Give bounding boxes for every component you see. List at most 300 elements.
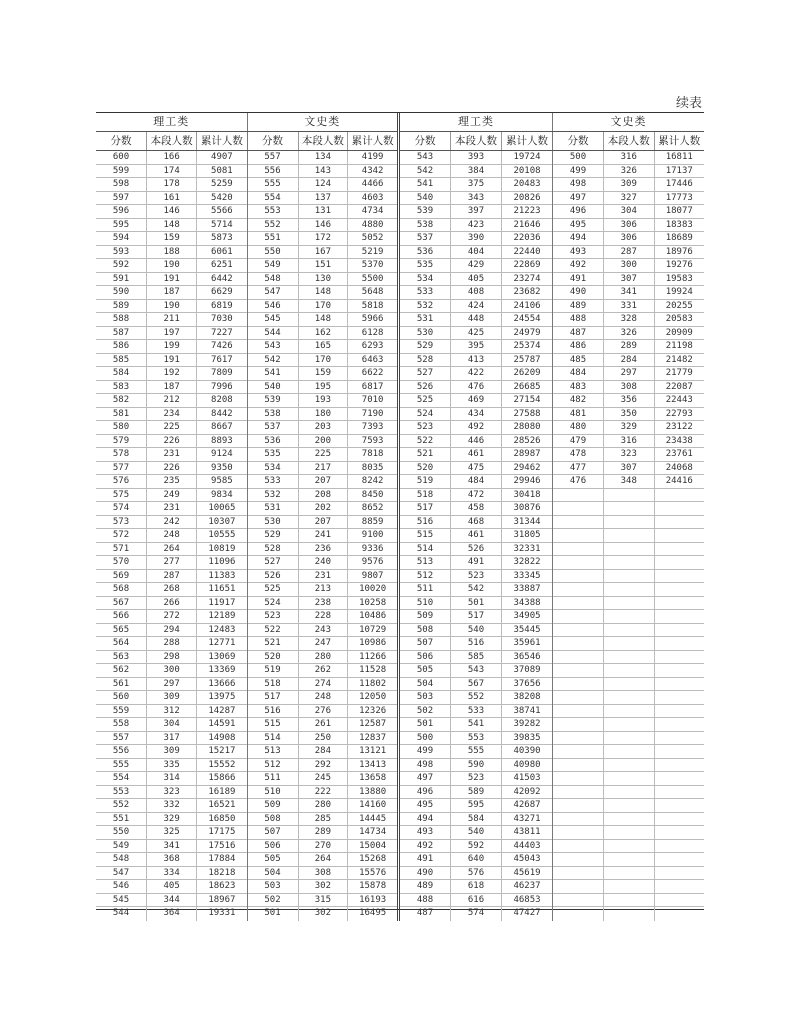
cell-band-count: 167	[298, 246, 348, 259]
cell-band-count: 148	[298, 286, 348, 299]
cell-band-count: 190	[146, 259, 196, 272]
table-row	[96, 354, 247, 368]
cell-score: 527	[416, 368, 434, 378]
cell-score: 515	[416, 530, 434, 540]
table-row	[96, 880, 247, 894]
cell-band-count: 543	[450, 664, 501, 677]
cell-score: 506	[416, 651, 434, 662]
cell-band-count: 405	[450, 273, 501, 286]
cell-cumulative: 47427	[501, 907, 552, 921]
cell-band-count: 590	[450, 759, 501, 772]
cell-score: 530	[416, 327, 434, 338]
cell-band-count: 306	[603, 232, 654, 245]
cell-cumulative	[654, 907, 705, 921]
table-row	[96, 165, 247, 179]
cell-band-count: 335	[146, 759, 196, 772]
cell-score: 531	[416, 314, 434, 324]
cell-band-count	[603, 637, 654, 650]
table-row	[400, 475, 552, 489]
table-row	[553, 489, 704, 503]
table-row	[96, 732, 247, 746]
cell-score: 545	[112, 894, 130, 905]
cell-score: 477	[569, 462, 587, 473]
table-row	[248, 259, 398, 273]
table-row	[553, 826, 704, 840]
table-row	[248, 637, 398, 651]
cell-cumulative: 30418	[501, 489, 552, 502]
cell-cumulative: 18383	[654, 219, 705, 232]
cell-cumulative: 18218	[196, 867, 246, 880]
cell-cumulative: 17446	[654, 178, 705, 191]
cell-cumulative	[654, 651, 705, 664]
cell-score: 519	[264, 665, 281, 675]
table-row	[96, 475, 247, 489]
cell-cumulative: 14445	[347, 813, 397, 826]
cell-cumulative: 25374	[501, 340, 552, 353]
table-row	[553, 475, 704, 489]
cell-band-count: 542	[450, 583, 501, 596]
cell-score: 518	[416, 489, 434, 500]
table-row	[553, 178, 704, 192]
cell-cumulative: 10258	[347, 597, 397, 610]
cell-score: 563	[112, 651, 130, 662]
cell-band-count: 344	[146, 894, 196, 907]
table-row	[553, 853, 704, 867]
cell-cumulative	[654, 826, 705, 839]
cell-cumulative: 12837	[347, 732, 397, 745]
table-row	[248, 610, 398, 624]
cell-band-count: 325	[146, 826, 196, 839]
cell-band-count: 308	[298, 867, 348, 880]
cell-cumulative: 12483	[196, 624, 246, 637]
table-row	[248, 340, 398, 354]
cell-band-count: 390	[450, 232, 501, 245]
cell-score: 554	[264, 192, 281, 203]
table-row	[553, 718, 704, 732]
table-row	[553, 867, 704, 881]
cell-score: 510	[416, 597, 434, 608]
cell-score: 494	[416, 813, 434, 824]
cell-score: 486	[569, 341, 587, 351]
cell-score: 529	[264, 530, 281, 540]
cell-cumulative: 16521	[196, 799, 246, 812]
cell-band-count: 248	[146, 529, 196, 542]
cell-score: 533	[416, 287, 434, 297]
cell-score	[553, 786, 603, 799]
cell-band-count: 516	[450, 637, 501, 650]
cell-cumulative: 18077	[654, 205, 705, 218]
cell-cumulative: 11651	[196, 583, 246, 596]
cell-band-count: 423	[450, 219, 501, 232]
cell-cumulative	[654, 772, 705, 785]
cell-score: 577	[112, 462, 130, 473]
table-row	[96, 435, 247, 449]
cell-cumulative: 7030	[196, 313, 246, 326]
cell-band-count: 323	[146, 786, 196, 799]
column-headers	[400, 132, 552, 150]
cell-score: 511	[264, 773, 281, 783]
table-row	[248, 732, 398, 746]
cell-cumulative: 24106	[501, 300, 552, 313]
cell-cumulative: 27588	[501, 408, 552, 421]
table-row	[400, 705, 552, 719]
cell-score: 499	[416, 746, 434, 756]
table-row	[553, 678, 704, 692]
cell-band-count	[603, 624, 654, 637]
table-row	[248, 597, 398, 611]
cell-band-count: 124	[298, 178, 348, 191]
table-row	[553, 462, 704, 476]
cell-cumulative: 13658	[347, 772, 397, 785]
column-header-score: 分数	[414, 135, 436, 147]
cell-band-count: 640	[450, 853, 501, 866]
cell-cumulative: 22440	[501, 246, 552, 259]
cell-cumulative: 39835	[501, 732, 552, 745]
table-row	[553, 813, 704, 827]
cell-cumulative: 12050	[347, 691, 397, 704]
cell-score	[553, 840, 603, 853]
table-row	[553, 340, 704, 354]
cell-cumulative	[654, 867, 705, 880]
cell-band-count: 188	[146, 246, 196, 259]
cell-band-count: 231	[298, 570, 348, 583]
table-row	[553, 367, 704, 381]
cell-score: 580	[112, 422, 130, 432]
cell-score: 575	[112, 489, 130, 500]
cell-score: 504	[264, 867, 281, 878]
cell-score: 598	[112, 179, 130, 189]
cell-cumulative: 21223	[501, 205, 552, 218]
cell-cumulative	[654, 624, 705, 637]
cell-cumulative: 7996	[196, 381, 246, 394]
cell-cumulative: 10307	[196, 516, 246, 529]
cell-cumulative: 6463	[347, 354, 397, 367]
table-row	[96, 894, 247, 908]
cell-band-count: 272	[146, 610, 196, 623]
cell-score	[553, 907, 603, 921]
cell-cumulative: 23438	[654, 435, 705, 448]
table-row	[553, 502, 704, 516]
cell-score: 511	[416, 584, 434, 594]
cell-band-count	[603, 718, 654, 731]
cell-band-count: 162	[298, 327, 348, 340]
cell-band-count	[603, 516, 654, 529]
cell-cumulative: 4880	[347, 219, 397, 232]
cell-cumulative	[654, 556, 705, 569]
cell-cumulative: 40390	[501, 745, 552, 758]
cell-cumulative: 28080	[501, 421, 552, 434]
cell-cumulative	[654, 691, 705, 704]
cell-band-count: 200	[298, 435, 348, 448]
table-row	[96, 826, 247, 840]
cell-band-count: 574	[450, 907, 501, 921]
cell-cumulative: 19276	[654, 259, 705, 272]
table-left-half	[96, 113, 400, 921]
cell-cumulative: 32822	[501, 556, 552, 569]
cell-score	[553, 705, 603, 718]
cell-band-count: 228	[298, 610, 348, 623]
cell-band-count	[603, 732, 654, 745]
table-row	[400, 394, 552, 408]
cell-band-count: 446	[450, 435, 501, 448]
cell-score: 493	[416, 827, 434, 837]
cell-band-count: 458	[450, 502, 501, 515]
table-row	[400, 678, 552, 692]
cell-cumulative: 11528	[347, 664, 397, 677]
table-row	[553, 759, 704, 773]
cell-band-count	[603, 570, 654, 583]
table-row	[248, 219, 398, 233]
table-row	[248, 178, 398, 192]
cell-band-count: 288	[146, 637, 196, 650]
cell-band-count: 589	[450, 786, 501, 799]
continued-label: 续表	[675, 96, 702, 111]
cell-score	[553, 772, 603, 785]
cell-band-count: 326	[603, 327, 654, 340]
cell-cumulative: 4907	[196, 151, 246, 164]
column-header-band-count: 本段人数	[146, 132, 196, 150]
cell-score: 492	[416, 840, 434, 851]
cell-score: 555	[264, 179, 281, 189]
cell-band-count	[603, 813, 654, 826]
cell-score: 536	[416, 246, 434, 257]
table-row	[248, 691, 398, 705]
cell-cumulative: 7593	[347, 435, 397, 448]
cell-band-count: 292	[298, 759, 348, 772]
cell-score: 595	[112, 219, 130, 230]
cell-score: 570	[112, 557, 130, 567]
table-row	[400, 435, 552, 449]
cell-score: 578	[112, 449, 130, 459]
table-row	[96, 745, 247, 759]
cell-score: 509	[264, 800, 281, 810]
cell-score: 536	[264, 435, 281, 446]
table-row	[400, 232, 552, 246]
cell-cumulative: 14734	[347, 826, 397, 839]
cell-score: 519	[416, 476, 434, 486]
cell-band-count: 576	[450, 867, 501, 880]
cell-cumulative	[654, 786, 705, 799]
table-row	[553, 273, 704, 287]
cell-score: 516	[416, 516, 434, 527]
table-row	[248, 556, 398, 570]
table-row	[553, 313, 704, 327]
cell-score: 552	[264, 219, 281, 230]
table-row	[248, 894, 398, 908]
table-row	[96, 597, 247, 611]
cell-band-count: 306	[603, 219, 654, 232]
cell-cumulative: 11917	[196, 597, 246, 610]
table-row	[400, 583, 552, 597]
right-science-rows	[400, 151, 552, 921]
cell-cumulative: 37656	[501, 678, 552, 691]
column-header-score: 分数	[567, 135, 589, 147]
cell-cumulative: 7010	[347, 394, 397, 407]
table-row	[400, 273, 552, 287]
table-row	[400, 772, 552, 786]
table-row	[96, 340, 247, 354]
cell-score: 545	[264, 314, 281, 324]
cell-band-count: 202	[298, 502, 348, 515]
table-row	[400, 610, 552, 624]
cell-score: 594	[112, 233, 130, 243]
cell-band-count	[603, 840, 654, 853]
cell-cumulative: 37089	[501, 664, 552, 677]
cell-score: 561	[112, 678, 130, 689]
cell-score: 582	[112, 395, 130, 405]
cell-score: 584	[112, 368, 130, 378]
cell-score: 586	[112, 341, 130, 351]
cell-band-count: 190	[146, 300, 196, 313]
table-row	[248, 367, 398, 381]
table-row	[553, 840, 704, 854]
cell-band-count	[603, 826, 654, 839]
cell-cumulative: 14160	[347, 799, 397, 812]
cell-score: 513	[416, 557, 434, 567]
cell-score: 531	[264, 503, 281, 513]
cell-cumulative: 16850	[196, 813, 246, 826]
cell-cumulative: 8893	[196, 435, 246, 448]
cell-cumulative: 8242	[347, 475, 397, 488]
cell-band-count: 262	[298, 664, 348, 677]
cell-cumulative: 18976	[654, 246, 705, 259]
cell-score: 508	[264, 813, 281, 824]
cell-band-count	[603, 610, 654, 623]
cell-score	[553, 489, 603, 502]
table-row	[400, 624, 552, 638]
cell-score: 500	[569, 152, 587, 162]
cell-score	[553, 597, 603, 610]
table-row	[248, 786, 398, 800]
table-row	[400, 664, 552, 678]
cell-cumulative: 25787	[501, 354, 552, 367]
cell-cumulative: 4734	[347, 205, 397, 218]
cell-score: 572	[112, 530, 130, 540]
cell-score: 516	[264, 705, 281, 716]
cell-cumulative: 11096	[196, 556, 246, 569]
cell-band-count: 222	[298, 786, 348, 799]
cell-cumulative: 4603	[347, 192, 397, 205]
cell-band-count: 238	[298, 597, 348, 610]
group-header-science: 理工类	[153, 115, 190, 128]
cell-score: 546	[264, 300, 281, 311]
cell-band-count: 316	[603, 151, 654, 164]
cell-score: 502	[264, 894, 281, 905]
cell-cumulative: 17175	[196, 826, 246, 839]
cell-band-count: 348	[603, 475, 654, 488]
table-row	[400, 246, 552, 260]
cell-cumulative	[654, 543, 705, 556]
cell-cumulative: 5714	[196, 219, 246, 232]
table-row	[400, 570, 552, 584]
cell-score: 510	[264, 786, 281, 797]
cell-cumulative	[654, 637, 705, 650]
cell-band-count: 280	[298, 799, 348, 812]
cell-score: 599	[112, 165, 130, 176]
table-row	[248, 867, 398, 881]
cell-band-count: 309	[603, 178, 654, 191]
cell-score: 502	[416, 705, 434, 716]
cell-band-count: 131	[298, 205, 348, 218]
cell-band-count: 148	[146, 219, 196, 232]
cell-band-count: 350	[603, 408, 654, 421]
cell-score: 596	[112, 206, 130, 216]
cell-band-count: 429	[450, 259, 501, 272]
cell-band-count: 270	[298, 840, 348, 853]
cell-score: 517	[264, 692, 281, 702]
cell-band-count	[603, 583, 654, 596]
cell-cumulative: 8442	[196, 408, 246, 421]
cell-score: 552	[112, 800, 130, 810]
cell-band-count: 312	[146, 705, 196, 718]
cell-cumulative: 33345	[501, 570, 552, 583]
cell-band-count: 375	[450, 178, 501, 191]
table-row	[553, 705, 704, 719]
cell-score: 568	[112, 584, 130, 594]
cell-cumulative: 12189	[196, 610, 246, 623]
table-row	[553, 381, 704, 395]
cell-score: 520	[264, 651, 281, 662]
cell-band-count: 178	[146, 178, 196, 191]
cell-score: 491	[416, 854, 434, 864]
table-row	[248, 853, 398, 867]
cell-cumulative: 14591	[196, 718, 246, 731]
column-headers	[247, 132, 398, 150]
cell-band-count: 584	[450, 813, 501, 826]
cell-band-count: 425	[450, 327, 501, 340]
cell-score: 491	[569, 273, 587, 284]
cell-score	[553, 570, 603, 583]
cell-score: 514	[416, 543, 434, 554]
cell-cumulative: 15268	[347, 853, 397, 866]
cell-band-count: 289	[298, 826, 348, 839]
cell-cumulative: 42092	[501, 786, 552, 799]
cell-cumulative: 17137	[654, 165, 705, 178]
cell-band-count: 170	[298, 300, 348, 313]
cell-cumulative	[654, 745, 705, 758]
cell-score: 589	[112, 300, 130, 311]
cell-score: 533	[264, 476, 281, 486]
cell-score: 522	[264, 624, 281, 635]
table-row	[96, 300, 247, 314]
cell-cumulative: 28987	[501, 448, 552, 461]
cell-cumulative	[654, 813, 705, 826]
cell-cumulative	[654, 583, 705, 596]
table-row	[248, 165, 398, 179]
cell-band-count: 143	[298, 165, 348, 178]
cell-cumulative	[654, 597, 705, 610]
table-row	[96, 273, 247, 287]
cell-score: 506	[264, 840, 281, 851]
table-row	[248, 151, 398, 165]
cell-cumulative: 5818	[347, 300, 397, 313]
cell-cumulative: 5052	[347, 232, 397, 245]
cell-band-count: 329	[603, 421, 654, 434]
cell-score: 539	[416, 206, 434, 216]
cell-band-count: 328	[603, 313, 654, 326]
cell-band-count: 475	[450, 462, 501, 475]
table-row	[400, 826, 552, 840]
cell-score: 483	[569, 381, 587, 392]
cell-cumulative: 40980	[501, 759, 552, 772]
table-row	[248, 570, 398, 584]
cell-score	[553, 516, 603, 529]
cell-band-count: 298	[146, 651, 196, 664]
table-row	[248, 840, 398, 854]
cell-band-count: 492	[450, 421, 501, 434]
cell-cumulative: 10986	[347, 637, 397, 650]
cell-band-count: 261	[298, 718, 348, 731]
